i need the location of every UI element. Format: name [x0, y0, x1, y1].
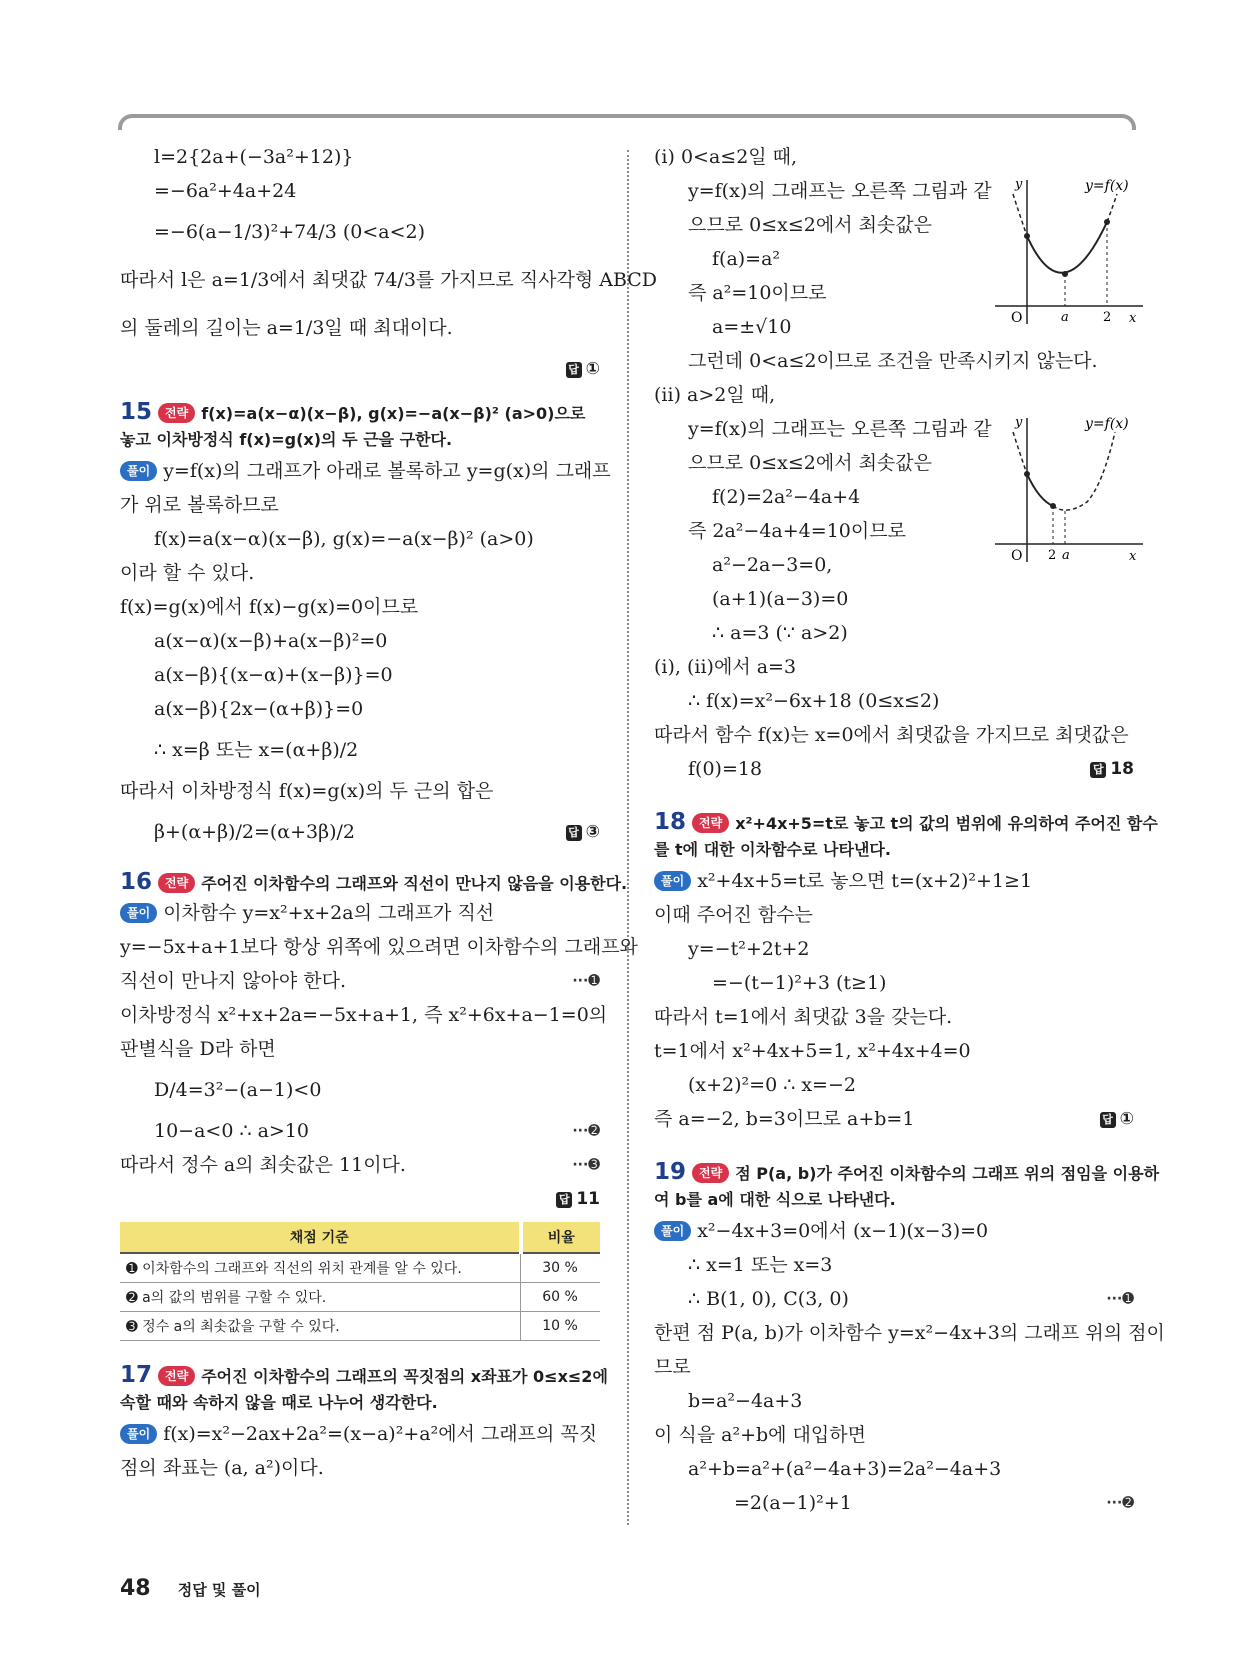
strategy-badge: 전략 — [692, 1163, 729, 1183]
math-line: =−(t−1)²+3 (t≥1) — [712, 972, 887, 994]
math-line: y=−t²+2t+2 — [688, 938, 810, 960]
text-line: 이차방정식 x²+x+2a=−5x+a+1, 즉 x²+6x+a−1=0의 — [120, 1004, 608, 1026]
origin-label: O — [1011, 548, 1023, 564]
strategy-badge: 전략 — [158, 1366, 195, 1386]
step-marker: ···➊ — [1106, 1291, 1134, 1307]
text-line: y=−5x+a+1보다 항상 위쪽에 있으려면 이차함수의 그래프와 — [120, 936, 638, 958]
origin-label: O — [1011, 310, 1023, 326]
problem-16 — [120, 868, 638, 1341]
solution-badge: 풀이 — [120, 1424, 157, 1444]
solution-badge: 풀이 — [120, 903, 157, 923]
strategy-badge: 전략 — [158, 873, 195, 893]
math-line: a(x−α)(x−β)+a(x−β)²=0 — [154, 630, 388, 652]
strategy-badge: 전략 — [158, 403, 195, 423]
strategy-text: 여 b를 a에 대한 식으로 나타낸다. — [654, 1190, 896, 1209]
parabola-dashed-right — [1107, 194, 1117, 222]
math-line: =2(a−1)²+1 — [734, 1492, 852, 1514]
problem-number: 15 — [120, 399, 153, 425]
math-line: a(x−β){(x−α)+(x−β)}=0 — [154, 664, 393, 686]
y-label: y — [1015, 415, 1023, 430]
parabola-solid — [1027, 222, 1107, 273]
step-marker: ···➊ — [572, 973, 600, 989]
table-row — [120, 1283, 600, 1312]
right-column — [654, 140, 1165, 1520]
point — [1104, 219, 1110, 225]
math-line: a=±√10 — [712, 316, 792, 338]
math-line: β+(α+β)/2=(α+3β)/2 — [154, 821, 356, 843]
math-line: a(x−β){2x−(α+β)}=0 — [154, 698, 364, 720]
math-line: (x+2)²=0 ∴ x=−2 — [688, 1074, 856, 1096]
math-line: 10−a<0 ∴ a>10 — [154, 1120, 310, 1142]
parabola-solid — [1027, 474, 1053, 506]
left-column — [120, 140, 658, 1485]
answer-box-icon: 답 — [1100, 1112, 1116, 1128]
table-header-criteria: 채점 기준 — [120, 1222, 521, 1253]
strategy-text: f(x)=a(x−α)(x−β), g(x)=−a(x−β)² (a>0)으로 — [201, 404, 586, 423]
text-line: 판별식을 D라 하면 — [120, 1038, 276, 1060]
scoring-table — [120, 1222, 600, 1341]
text-line: f(x)=g(x)에서 f(x)−g(x)=0이므로 — [120, 596, 419, 618]
table-row — [120, 1312, 600, 1341]
answer-box-icon: 답 — [1090, 762, 1106, 778]
text-line: 따라서 정수 a의 최솟값은 11이다. — [120, 1154, 406, 1176]
parabola-dashed-left — [1013, 194, 1027, 236]
text-line: f(x)=x²−2ax+2a²=(x−a)²+a²에서 그래프의 꼭짓 — [163, 1423, 598, 1445]
math-line: b=a²−4a+3 — [688, 1390, 803, 1412]
strategy-text: 주어진 이차함수의 그래프와 직선이 만나지 않음을 이용한다. — [201, 874, 628, 893]
case-label: (i) 0<a≤2일 때, — [654, 146, 798, 168]
solution-badge: 풀이 — [654, 871, 691, 891]
x-label: x — [1129, 311, 1137, 326]
answer — [120, 352, 600, 386]
strategy-text: 속할 때와 속하지 않을 때로 나누어 생각한다. — [120, 1393, 438, 1412]
text-line: 따라서 l은 a=1/3에서 최댓값 74/3를 가지므로 직사각형 ABCD — [120, 269, 658, 291]
answer — [1090, 752, 1134, 786]
text-line: 그런데 0<a≤2이므로 조건을 만족시키지 않는다. — [688, 350, 1098, 372]
problem-18 — [654, 808, 1158, 1136]
text-line: 즉 a=−2, b=3이므로 a+b=1 — [654, 1108, 915, 1130]
answer-value: ③ — [585, 822, 600, 842]
text-line: 직선이 만나지 않아야 한다. — [120, 970, 347, 992]
answer-value: 11 — [576, 1189, 600, 1209]
problem-number: 19 — [654, 1159, 687, 1185]
table-header-ratio: 비율 — [521, 1222, 601, 1253]
text-line: 한편 점 P(a, b)가 이차함수 y=x²−4x+3의 그래프 위의 점이 — [654, 1322, 1165, 1344]
answer-value: ① — [585, 359, 600, 379]
page-footer — [120, 1576, 261, 1601]
text-line: 즉 a²=10이므로 — [688, 282, 827, 304]
text-line: 이차함수 y=x²+x+2a의 그래프가 직선 — [163, 902, 495, 924]
answer-value: ① — [1119, 1109, 1134, 1129]
case-label: (ii) a>2일 때, — [654, 384, 776, 406]
math-line: f(0)=18 — [688, 758, 763, 780]
math-line: f(a)=a² — [712, 248, 781, 270]
problem-19 — [654, 1158, 1165, 1520]
math-line: x²−4x+3=0에서 (x−1)(x−3)=0 — [697, 1220, 989, 1242]
math-line: ∴ f(x)=x²−6x+18 (0≤x≤2) — [688, 690, 940, 712]
math-line: =−6(a−1/3)²+74/3 (0<a<2) — [154, 221, 425, 243]
answer — [120, 1182, 600, 1216]
table-cell: ➊ 이차함수의 그래프와 직선의 위치 관계를 알 수 있다. — [120, 1253, 521, 1283]
tick-label-a: a — [1061, 310, 1069, 325]
table-cell: 60 % — [521, 1283, 601, 1312]
problem-17 — [120, 1361, 608, 1485]
strategy-text: 놓고 이차방정식 f(x)=g(x)의 두 근을 구한다. — [120, 430, 453, 449]
strategy-text: 점 P(a, b)가 주어진 이차함수의 그래프 위의 점임을 이용하 — [735, 1164, 1160, 1183]
tick-label-2: 2 — [1048, 548, 1057, 563]
answer-box-icon: 답 — [566, 825, 582, 841]
point — [1062, 271, 1068, 277]
math-line: t=1에서 x²+4x+5=1, x²+4x+4=0 — [654, 1040, 971, 1062]
text-line: y=f(x)의 그래프는 오른쪽 그림과 같 — [688, 418, 992, 440]
text-line: 의 둘레의 길이는 a=1/3일 때 최대이다. — [120, 317, 453, 339]
point — [1024, 471, 1030, 477]
answer — [1100, 1102, 1134, 1136]
text-line: 므로 — [654, 1356, 691, 1378]
text-line: 이라 할 수 있다. — [120, 562, 255, 584]
text-line: 가 위로 볼록하므로 — [120, 494, 279, 516]
strategy-text: 를 t에 대한 이차함수로 나타낸다. — [654, 840, 891, 859]
y-label: y — [1015, 177, 1023, 192]
math-line: l=2{2a+(−3a²+12)} — [154, 146, 354, 168]
graph-case-1 — [995, 176, 1145, 326]
text-line: 점의 좌표는 (a, a²)이다. — [120, 1457, 324, 1479]
table-cell: ➋ a의 값의 범위를 구할 수 있다. — [120, 1283, 521, 1312]
text-line: 으므로 0≤x≤2에서 최솟값은 — [688, 214, 932, 236]
step-marker: ···➌ — [572, 1157, 600, 1173]
function-label: y=f(x) — [1085, 416, 1129, 432]
step-marker: ···➋ — [1106, 1495, 1134, 1511]
text-line: 즉 2a²−4a+4=10이므로 — [688, 520, 906, 542]
parabola-dashed-right — [1053, 432, 1115, 510]
table-cell: 10 % — [521, 1312, 601, 1341]
math-line: ∴ x=1 또는 x=3 — [688, 1254, 833, 1276]
answer-box-icon: 답 — [566, 362, 582, 378]
graph-case-2 — [995, 414, 1145, 564]
column-divider — [627, 150, 629, 1525]
table-cell: ➌ 정수 a의 최솟값을 구할 수 있다. — [120, 1312, 521, 1341]
strategy-text: x²+4x+5=t로 놓고 t의 값의 범위에 유의하여 주어진 함수 — [735, 814, 1158, 833]
math-line: =−6a²+4a+24 — [154, 180, 297, 202]
answer — [566, 808, 600, 856]
math-line: ∴ a=3 (∵ a>2) — [712, 622, 848, 644]
page-number: 48 — [120, 1576, 151, 1601]
math-line: a²+b=a²+(a²−4a+3)=2a²−4a+3 — [688, 1458, 1002, 1480]
strategy-text: 주어진 이차함수의 그래프의 꼭짓점의 x좌표가 0≤x≤2에 — [201, 1367, 608, 1386]
problem-number: 16 — [120, 869, 153, 895]
footer-label: 정답 및 풀이 — [177, 1581, 261, 1599]
function-label: y=f(x) — [1085, 178, 1129, 194]
math-line: ∴ x=β 또는 x=(α+β)/2 — [154, 739, 359, 761]
text-line: x²+4x+5=t로 놓으면 t=(x+2)²+1≥1 — [697, 870, 1033, 892]
x-label: x — [1129, 549, 1137, 564]
answer-box-icon: 답 — [556, 1192, 572, 1208]
problem-number: 17 — [120, 1362, 153, 1388]
answer-value: 18 — [1110, 759, 1134, 779]
table-cell: 30 % — [521, 1253, 601, 1283]
problem-14-continuation — [120, 140, 658, 386]
text-line: y=f(x)의 그래프는 오른쪽 그림과 같 — [688, 180, 992, 202]
math-line: (a+1)(a−3)=0 — [712, 588, 849, 610]
top-rule — [118, 114, 1136, 130]
table-row — [120, 1253, 600, 1283]
math-line: ∴ B(1, 0), C(3, 0) — [688, 1288, 849, 1310]
solution-badge: 풀이 — [120, 461, 157, 481]
math-line: D/4=3²−(a−1)<0 — [154, 1079, 322, 1101]
math-line: f(2)=2a²−4a+4 — [712, 486, 861, 508]
step-marker: ···➋ — [572, 1123, 600, 1139]
text-line: 이 식을 a²+b에 대입하면 — [654, 1424, 866, 1446]
point — [1050, 503, 1056, 509]
point — [1024, 233, 1030, 239]
tick-label-a: a — [1062, 548, 1070, 563]
problem-15 — [120, 398, 611, 856]
text-line: (i), (ii)에서 a=3 — [654, 656, 797, 678]
text-line: y=f(x)의 그래프가 아래로 볼록하고 y=g(x)의 그래프 — [163, 460, 611, 482]
text-line: 따라서 함수 f(x)는 x=0에서 최댓값을 가지므로 최댓값은 — [654, 724, 1129, 746]
text-line: 따라서 이차방정식 f(x)=g(x)의 두 근의 합은 — [120, 780, 494, 802]
parabola-dashed-left — [1013, 432, 1027, 474]
text-line: 으므로 0≤x≤2에서 최솟값은 — [688, 452, 932, 474]
math-line: a²−2a−3=0, — [712, 554, 833, 576]
text-line: 이때 주어진 함수는 — [654, 904, 813, 926]
problem-number: 18 — [654, 809, 687, 835]
solution-badge: 풀이 — [654, 1221, 691, 1241]
strategy-badge: 전략 — [692, 813, 729, 833]
math-line: f(x)=a(x−α)(x−β), g(x)=−a(x−β)² (a>0) — [154, 528, 534, 550]
tick-label-2: 2 — [1103, 310, 1112, 325]
text-line: 따라서 t=1에서 최댓값 3을 갖는다. — [654, 1006, 953, 1028]
